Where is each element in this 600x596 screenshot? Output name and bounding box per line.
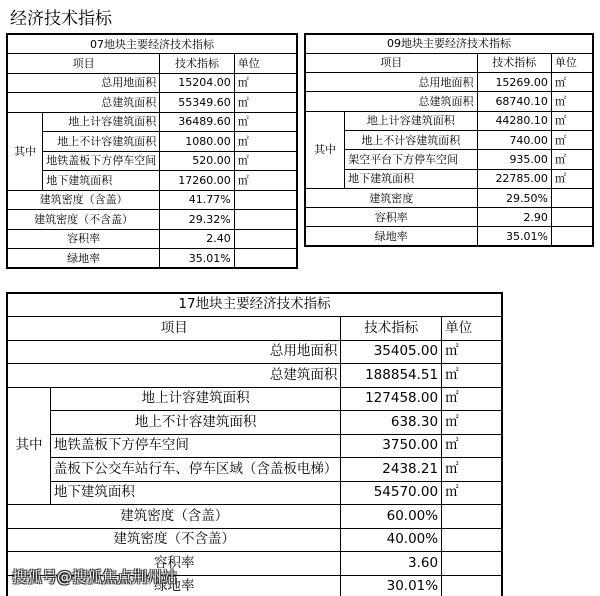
row-unit: ㎡ xyxy=(442,481,502,505)
row-label: 绿地率 xyxy=(7,575,341,596)
row-label: 容积率 xyxy=(7,552,341,576)
row-unit xyxy=(551,208,593,227)
header-item: 项目 xyxy=(7,54,160,74)
row-label: 地铁盖板下方停车空间 xyxy=(50,434,341,458)
row-unit xyxy=(551,227,593,246)
group-label: 其中 xyxy=(305,111,345,188)
row-value: 68740.10 xyxy=(477,92,551,111)
row-value: 29.50% xyxy=(477,188,551,207)
row-label: 总用地面积 xyxy=(305,73,477,92)
table-17-title: 17地块主要经济技术指标 xyxy=(7,293,502,317)
row-value: 2.40 xyxy=(160,229,234,249)
row-unit: ㎡ xyxy=(551,111,593,130)
row-label: 容积率 xyxy=(305,208,477,227)
table-row xyxy=(7,340,502,364)
row-unit: ㎡ xyxy=(234,93,297,113)
row-value: 35.01% xyxy=(477,227,551,246)
row-value: 15204.00 xyxy=(160,73,234,93)
row-unit xyxy=(442,552,502,576)
row-unit: ㎡ xyxy=(442,364,502,388)
row-unit xyxy=(442,575,502,596)
table-row xyxy=(7,210,297,230)
row-label: 地铁盖板下方停车空间 xyxy=(43,151,160,171)
table-row xyxy=(305,169,593,188)
row-value: 638.30 xyxy=(341,411,442,435)
table-row xyxy=(305,150,593,169)
row-value: 60.00% xyxy=(341,505,442,529)
row-unit: ㎡ xyxy=(442,340,502,364)
row-unit: ㎡ xyxy=(551,73,593,92)
table-row xyxy=(7,171,297,191)
row-unit xyxy=(551,188,593,207)
header-value: 技术指标 xyxy=(477,53,551,72)
row-label: 架空平台下方停车空间 xyxy=(345,150,477,169)
row-label: 地上计容建筑面积 xyxy=(345,111,477,130)
header-unit: 单位 xyxy=(551,53,593,72)
row-value: 3.60 xyxy=(341,552,442,576)
row-value: 1080.00 xyxy=(160,132,234,152)
table-row xyxy=(7,458,502,482)
table-row xyxy=(7,364,502,388)
table-row xyxy=(305,111,593,130)
row-unit: ㎡ xyxy=(442,387,502,411)
table-07-rows xyxy=(7,73,297,268)
row-label: 建筑密度（不含盖） xyxy=(7,528,341,552)
row-value: 520.00 xyxy=(160,151,234,171)
table-row xyxy=(7,73,297,93)
row-label: 绿地率 xyxy=(305,227,477,246)
table-row xyxy=(7,93,297,113)
table-row xyxy=(7,132,297,152)
table-row xyxy=(305,92,593,111)
row-label: 建筑密度 xyxy=(305,188,477,207)
row-label: 建筑密度（不含盖） xyxy=(7,210,160,230)
row-value: 127458.00 xyxy=(341,387,442,411)
row-value: 40.00% xyxy=(341,528,442,552)
row-value: 41.77% xyxy=(160,190,234,210)
row-label: 总用地面积 xyxy=(7,73,160,93)
row-label: 总建筑面积 xyxy=(7,93,160,113)
row-unit xyxy=(234,229,297,249)
row-value: 2438.21 xyxy=(341,458,442,482)
row-value: 188854.51 xyxy=(341,364,442,388)
row-unit xyxy=(442,505,502,529)
row-value: 15269.00 xyxy=(477,73,551,92)
table-row xyxy=(7,151,297,171)
table-17 xyxy=(6,292,503,596)
row-label: 地下建筑面积 xyxy=(43,171,160,191)
table-row xyxy=(7,112,297,132)
row-label: 地上不计容建筑面积 xyxy=(43,132,160,152)
table-09-rows xyxy=(305,73,593,247)
row-unit: ㎡ xyxy=(234,112,297,132)
row-label: 绿地率 xyxy=(7,249,160,269)
table-07 xyxy=(6,33,298,269)
table-row xyxy=(305,188,593,207)
header-value: 技术指标 xyxy=(341,317,442,341)
row-value: 17260.00 xyxy=(160,171,234,191)
row-label: 地上计容建筑面积 xyxy=(43,112,160,132)
table-09-title: 09地块主要经济技术指标 xyxy=(305,34,593,53)
table-row xyxy=(305,130,593,149)
row-label: 容积率 xyxy=(7,229,160,249)
row-unit: ㎡ xyxy=(551,130,593,149)
row-value: 740.00 xyxy=(477,130,551,149)
row-label: 建筑密度（含盖） xyxy=(7,505,341,529)
header-unit: 单位 xyxy=(234,54,297,74)
row-unit xyxy=(442,528,502,552)
row-unit: ㎡ xyxy=(442,411,502,435)
row-label: 总建筑面积 xyxy=(305,92,477,111)
group-label: 其中 xyxy=(7,387,50,505)
table-17-rows xyxy=(7,340,502,596)
header-value: 技术指标 xyxy=(160,54,234,74)
table-row xyxy=(305,208,593,227)
row-label: 建筑密度（含盖） xyxy=(7,190,160,210)
table-row xyxy=(305,227,593,246)
row-value: 29.32% xyxy=(160,210,234,230)
row-unit: ㎡ xyxy=(234,132,297,152)
table-row xyxy=(7,387,502,411)
row-value: 36489.60 xyxy=(160,112,234,132)
row-unit: ㎡ xyxy=(234,151,297,171)
table-row xyxy=(7,528,502,552)
row-unit: ㎡ xyxy=(551,150,593,169)
table-row xyxy=(305,73,593,92)
watermark: 搜狐号@搜狐焦点荆州站 xyxy=(12,568,178,586)
row-value: 935.00 xyxy=(477,150,551,169)
row-unit: ㎡ xyxy=(551,92,593,111)
row-label: 地上不计容建筑面积 xyxy=(345,130,477,149)
row-unit xyxy=(234,190,297,210)
row-label: 地上不计容建筑面积 xyxy=(50,411,341,435)
row-unit: ㎡ xyxy=(234,73,297,93)
table-row xyxy=(7,434,502,458)
table-07-title: 07地块主要经济技术指标 xyxy=(7,34,297,54)
table-09 xyxy=(304,33,594,247)
table-row xyxy=(7,249,297,269)
row-value: 54570.00 xyxy=(341,481,442,505)
row-value: 3750.00 xyxy=(341,434,442,458)
row-value: 35.01% xyxy=(160,249,234,269)
table-row xyxy=(7,190,297,210)
row-label: 盖板下公交车站行车、停车区域（含盖板电梯） xyxy=(50,458,341,482)
row-value: 55349.60 xyxy=(160,93,234,113)
row-unit xyxy=(234,249,297,269)
page-title: 经济技术指标 xyxy=(10,9,112,29)
row-label: 总用地面积 xyxy=(7,340,341,364)
row-value: 2.90 xyxy=(477,208,551,227)
row-unit xyxy=(234,210,297,230)
table-row xyxy=(7,481,502,505)
row-value: 22785.00 xyxy=(477,169,551,188)
row-value: 35405.00 xyxy=(341,340,442,364)
row-label: 地下建筑面积 xyxy=(50,481,341,505)
row-unit: ㎡ xyxy=(442,458,502,482)
row-label: 总建筑面积 xyxy=(7,364,341,388)
row-unit: ㎡ xyxy=(234,171,297,191)
header-item: 项目 xyxy=(305,53,477,72)
row-unit: ㎡ xyxy=(551,169,593,188)
table-row xyxy=(7,411,502,435)
table-row xyxy=(7,229,297,249)
row-label: 地上计容建筑面积 xyxy=(50,387,341,411)
row-unit: ㎡ xyxy=(442,434,502,458)
header-unit: 单位 xyxy=(442,317,502,341)
row-value: 44280.10 xyxy=(477,111,551,130)
table-row xyxy=(7,505,502,529)
header-item: 项目 xyxy=(7,317,341,341)
row-label: 地下建筑面积 xyxy=(345,169,477,188)
group-label: 其中 xyxy=(7,112,43,190)
row-value: 30.01% xyxy=(341,575,442,596)
